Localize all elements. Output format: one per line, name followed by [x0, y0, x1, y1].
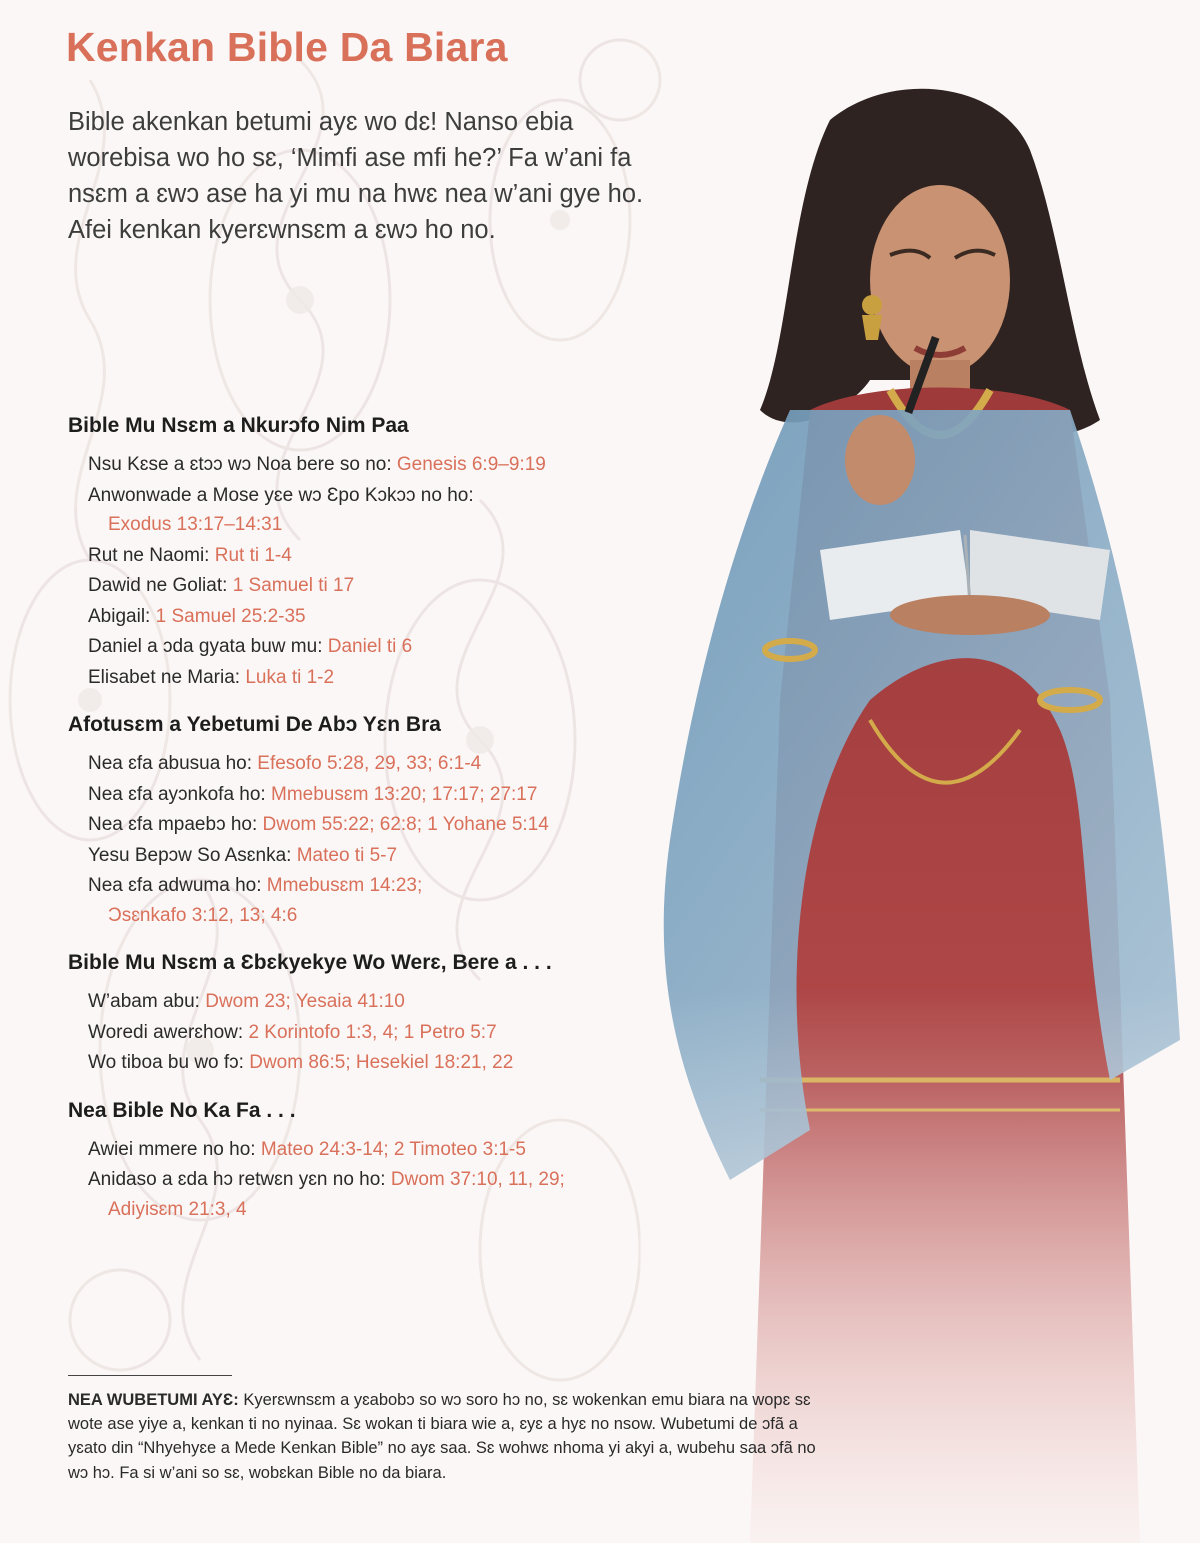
- footnote-divider: [68, 1375, 232, 1376]
- list-item: Nea ɛfa mpaebɔ ho: Dwom 55:22; 62:8; 1 Yohane 5:14: [88, 814, 549, 835]
- section-practical-advice: [68, 711, 668, 931]
- list-item: Abigail: 1 Samuel 25:2-35: [88, 605, 306, 627]
- scripture-reference: 1 Samuel ti 17: [232, 575, 355, 596]
- list-item: Anidaso a ɛda hɔ retwɛn yɛn no ho: Dwom 37:10, 11, 29; Adiyisɛm 21:3, 4: [68, 1165, 668, 1225]
- scripture-reference: Rut ti 1-4: [214, 544, 292, 566]
- section-title: Bible Mu Nsɛm a Ɛbɛkyekye Wo Werɛ, Bere a . . .: [68, 951, 552, 974]
- scripture-reference: 1 Samuel 25:2-35: [155, 605, 306, 627]
- intro-paragraph: Bible akenkan betumi ayɛ wo dɛ! Nanso ebia worebisa wo ho sɛ, ‘Mimfi ase mfi he?’ Fa w’ani fa nsɛm a ɛwɔ ase ha yi mu na hwɛ nea w’ani gye ho. Afei kenkan kyerɛwnsɛm a ɛwɔ ho no.: [68, 108, 644, 244]
- scripture-reference: Luka ti 1-2: [245, 666, 335, 688]
- section-title: Nea Bible No Ka Fa . . .: [68, 1098, 296, 1122]
- section-title: Bible Mu Nsɛm a Nkurɔfo Nim Paa: [68, 414, 409, 437]
- section-what-bible-says: [68, 1097, 668, 1226]
- scripture-reference: Dwom 86:5; Hesekiel 18:21, 22: [249, 1052, 514, 1073]
- list-item: Nsu Kɛse a ɛtɔɔ wɔ Noa bere so no: Genesis 6:9–9:19: [88, 454, 546, 475]
- footnote-label: NEA WUBETUMI AYƐ:: [68, 1391, 239, 1409]
- footnote-text: Kyerɛwnsɛm a yɛabobɔ so wɔ soro hɔ no, sɛ wokenkan emu biara na wopɛ sɛ wote ase yiye a, kenkan ti no nyinaa. Sɛ wokan ti biara wie a, ɛyɛ a hyɛ no nsow. Wubetumi de ɔfã a yɛato din “Nhyehyɛe a Mede Kenkan Bible” no ayɛ saa. Sɛ wohwɛ nhoma yi akyi a, wubehu saa ɔfã no wɔ hɔ. Fa si w’ani so sɛ, wobɛkan Bible no da biara.: [68, 1391, 816, 1482]
- scripture-reference: Adiyisɛm 21:3, 4: [108, 1198, 247, 1220]
- list-item: Nea ɛfa ayɔnkofa ho: Mmebusɛm 13:20; 17:17; 27:17: [88, 783, 538, 805]
- list-item: Rut ne Naomi: Rut ti 1-4: [88, 544, 292, 566]
- list-item: Anwonwade a Mose yɛe wɔ Ɛpo Kɔkɔɔ no ho: Exodus 13:17–14:31: [68, 481, 668, 541]
- section-title: Afotusɛm a Yebetumi De Abɔ Yɛn Bra: [68, 713, 441, 736]
- list-item: Elisabet ne Maria: Luka ti 1-2: [88, 666, 335, 688]
- list-item: Nea ɛfa adwuma ho: Mmebusɛm 14:23; Ɔsɛnkafo 3:12, 13; 4:6: [68, 871, 668, 931]
- list-item: Dawid ne Goliat: 1 Samuel ti 17: [88, 575, 355, 596]
- list-item: Daniel a ɔda gyata buw mu: Daniel ti 6: [88, 636, 413, 657]
- scripture-reference: Mateo 24:3-14; 2 Timoteo 3:1-5: [260, 1138, 526, 1160]
- scripture-reference: Mateo ti 5-7: [296, 844, 398, 866]
- section-comforting-accounts: [68, 949, 668, 1079]
- scripture-reference: 2 Korintofo 1:3, 4; 1 Petro 5:7: [248, 1021, 497, 1043]
- scripture-reference: Dwom 23; Yesaia 41:10: [205, 991, 405, 1012]
- list-item: W’abam abu: Dwom 23; Yesaia 41:10: [88, 991, 405, 1012]
- scripture-reference: Efesofo 5:28, 29, 33; 6:1-4: [257, 753, 482, 774]
- scripture-reference: Exodus 13:17–14:31: [108, 514, 283, 535]
- scripture-reference: Mmebusɛm 14:23;: [266, 875, 423, 896]
- reading-sections: [68, 412, 668, 1243]
- scripture-reference: Dwom 55:22; 62:8; 1 Yohane 5:14: [262, 814, 549, 835]
- list-item: Wo tiboa bu wo fɔ: Dwom 86:5; Hesekiel 18:21, 22: [88, 1052, 514, 1073]
- list-item: Nea ɛfa abusua ho: Efesofo 5:28, 29, 33; 6:1-4: [88, 753, 482, 774]
- page-title: Kenkan Bible Da Biara: [66, 24, 508, 70]
- section-well-known-accounts: [68, 412, 668, 693]
- footnote: [68, 1388, 828, 1485]
- woman-reading-bible-illustration: [640, 80, 1200, 1543]
- list-item: Yesu Bepɔw So Asɛnka: Mateo ti 5-7: [88, 844, 398, 866]
- scripture-reference: Mmebusɛm 13:20; 17:17; 27:17: [271, 783, 538, 805]
- scripture-reference: Ɔsɛnkafo 3:12, 13; 4:6: [108, 904, 298, 926]
- scripture-reference: Genesis 6:9–9:19: [396, 454, 546, 475]
- scripture-reference: Dwom 37:10, 11, 29;: [390, 1169, 565, 1190]
- list-item: Woredi awerɛhow: 2 Korintofo 1:3, 4; 1 Petro 5:7: [88, 1021, 497, 1043]
- list-item: Awiei mmere no ho: Mateo 24:3-14; 2 Timoteo 3:1-5: [88, 1138, 526, 1160]
- scripture-reference: Daniel ti 6: [327, 636, 413, 657]
